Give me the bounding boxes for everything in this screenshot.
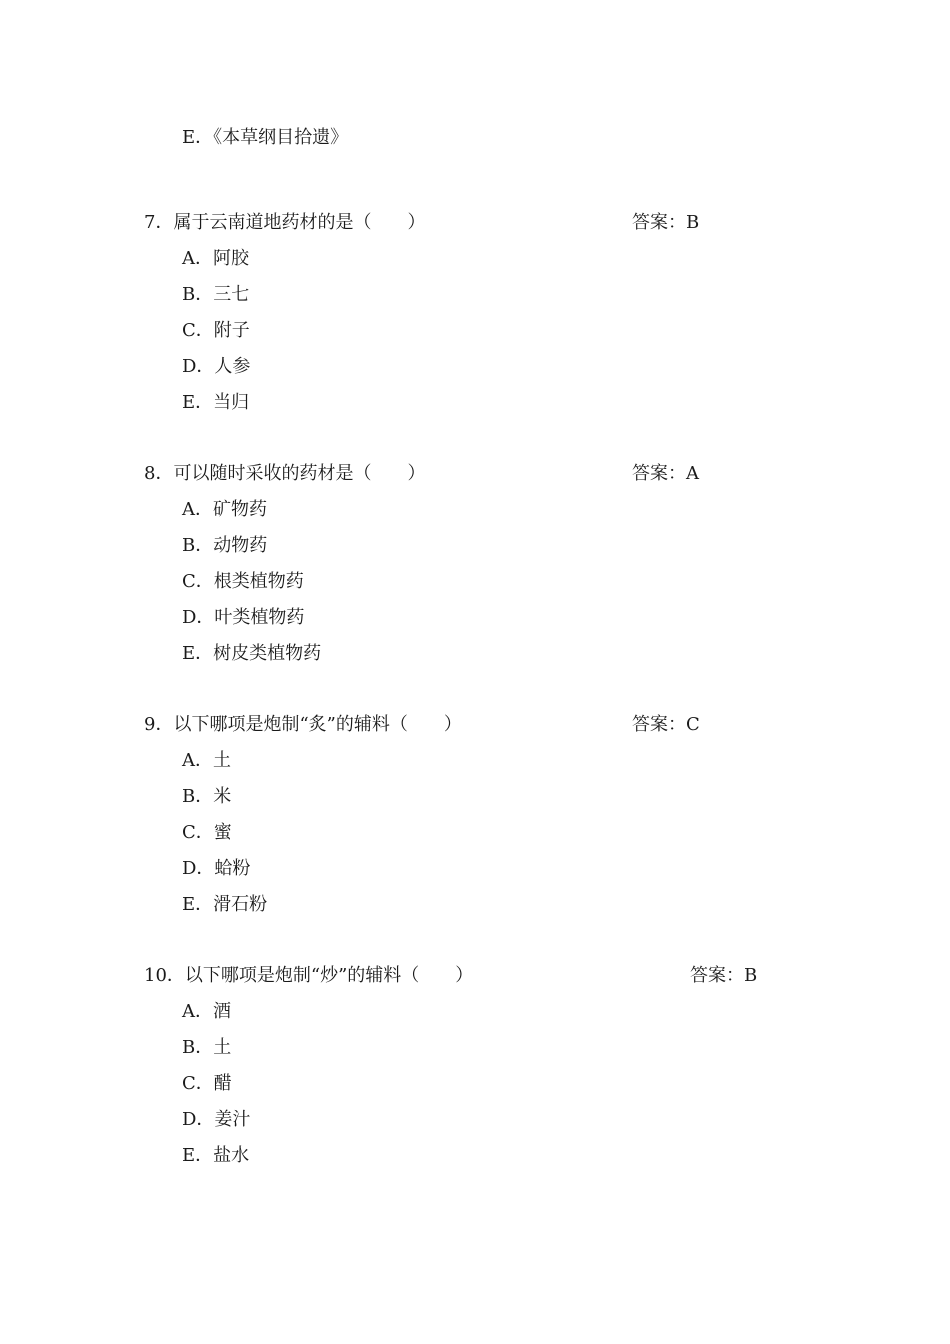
question-7-option-a: A．阿胶	[182, 248, 249, 269]
question-9-option-a: A．土	[182, 750, 231, 771]
question-9-option-e: E．滑石粉	[182, 894, 268, 915]
question-8-option-a: A．矿物药	[182, 499, 267, 520]
question-10-option-d: D．姜汁	[182, 1109, 251, 1130]
question-7-option-b: B．三七	[182, 284, 250, 305]
question-10-option-c: C．醋	[182, 1073, 232, 1094]
question-9-stem: 9．以下哪项是炮制“炙”的辅料（ ）	[144, 714, 462, 735]
question-10-answer: 答案：B	[690, 965, 758, 986]
question-9-option-b: B．米	[182, 786, 232, 807]
question-9-option-d: D．蛤粉	[182, 858, 251, 879]
question-7-option-d: D．人参	[182, 356, 251, 377]
question-8-answer: 答案：A	[632, 463, 699, 484]
question-10-option-a: A．酒	[182, 1001, 231, 1022]
question-8-stem: 8．可以随时采收的药材是（ ）	[144, 463, 426, 484]
question-10-option-e: E．盐水	[182, 1145, 250, 1166]
question-8-option-e: E．树皮类植物药	[182, 643, 322, 664]
question-9-answer: 答案：C	[632, 714, 700, 735]
question-8-option-b: B．动物药	[182, 535, 268, 556]
question-7-option-c: C．附子	[182, 320, 250, 341]
question-10-option-b: B．土	[182, 1037, 232, 1058]
question-7-stem: 7．属于云南道地药材的是（ ）	[144, 212, 426, 233]
question-9-option-c: C．蜜	[182, 822, 232, 843]
question-8-option-d: D．叶类植物药	[182, 607, 305, 628]
question-7-answer: 答案：B	[632, 212, 700, 233]
option-e-previous: E．《本草纲目拾遗》	[182, 127, 349, 148]
question-8-option-c: C．根类植物药	[182, 571, 304, 592]
question-10-stem: 10．以下哪项是炮制“炒”的辅料（ ）	[144, 965, 474, 986]
question-7-option-e: E．当归	[182, 392, 250, 413]
